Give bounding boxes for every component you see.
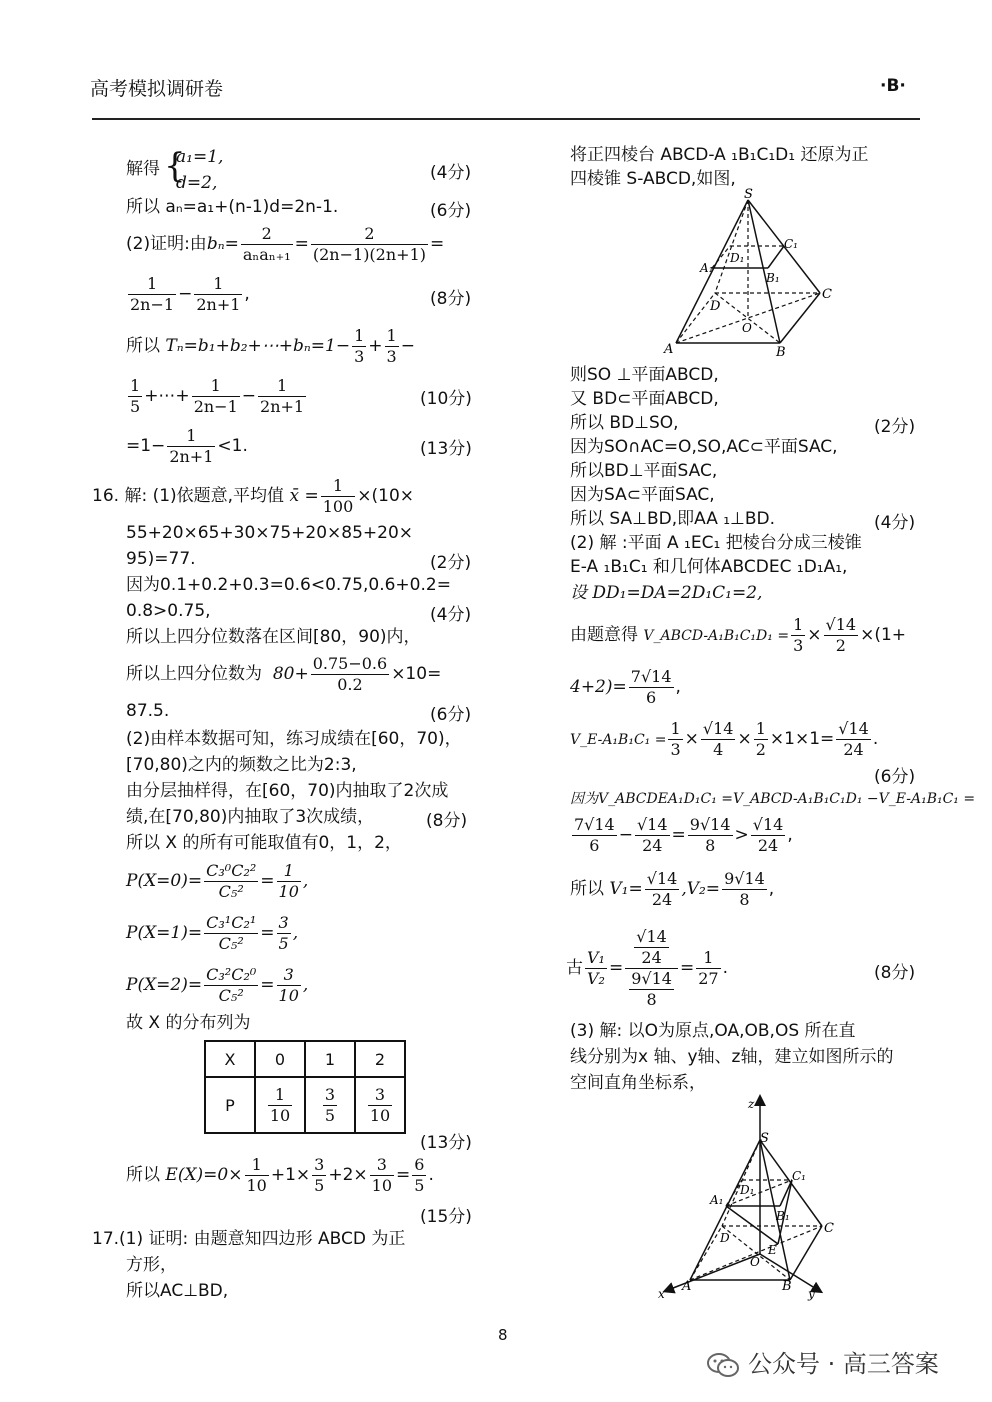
- math: 80+: [272, 664, 309, 684]
- den: 3: [670, 739, 681, 759]
- label-y: y: [808, 1287, 815, 1301]
- num: 3: [278, 913, 289, 932]
- fraction: [629, 667, 674, 708]
- den: 6: [646, 687, 657, 707]
- den: C₅²: [218, 934, 244, 953]
- line-bn: (2)证明:由bₙ= $\frac{2}{\text{aₙaₙ₊₁}}$ = $\frac{2}{(2n-1)(2n+1)}$ =: [126, 223, 445, 264]
- line-tn-3: [126, 424, 248, 468]
- fraction: [572, 815, 617, 856]
- r-line-4: 又 BD⊂平面ABCD,: [570, 389, 719, 409]
- r-line-2: 四棱锥 S-ABCD,如图,: [570, 169, 736, 189]
- prob-x0: P(X=0)= $\frac{\text{C₃⁰C₂²}}{\text{C₅²}}$ = $\frac{1}{10}$ ,: [126, 861, 309, 901]
- label-O: O: [750, 1255, 760, 1269]
- score: (2分): [874, 417, 916, 437]
- num: 1: [268, 1085, 292, 1106]
- num: 3: [370, 1155, 394, 1176]
- num: 0.75−0.6: [312, 653, 388, 673]
- math: 4+2)=: [570, 677, 627, 697]
- score: (6分): [874, 767, 916, 787]
- line-bn-split: $\frac{1}{2n-1}$ − $\frac{1}{2n+1}$ ,: [130, 273, 250, 314]
- fraction: [722, 869, 767, 910]
- score: (8分): [426, 811, 468, 831]
- den: 5: [130, 396, 141, 416]
- math: ,: [768, 879, 775, 899]
- math: ,V₂=: [681, 879, 721, 899]
- system-brace: {: [164, 146, 186, 186]
- fraction: [311, 654, 389, 695]
- volume-line-3: [570, 716, 878, 763]
- num: 2: [241, 224, 293, 245]
- math: −: [618, 825, 633, 845]
- den: 2n−1: [193, 396, 238, 416]
- math: =: [260, 975, 275, 995]
- label-C1: C₁: [792, 1169, 806, 1183]
- fraction: [754, 719, 768, 760]
- table-header-cell: 1: [305, 1041, 355, 1077]
- num: 9√14: [631, 968, 672, 988]
- math: bₙ=: [206, 234, 239, 254]
- num: 1: [258, 376, 306, 397]
- den: 24: [641, 947, 662, 967]
- label-C1: C₁: [784, 237, 798, 251]
- den: 2n−1: [130, 294, 175, 314]
- q16-line-12: 绩,在[70,80)内抽取了3次成绩，: [126, 807, 375, 827]
- den: (2n−1)(2n+1): [312, 244, 426, 264]
- num: C₃¹C₂¹: [206, 913, 257, 932]
- label-A: A: [664, 342, 674, 357]
- math: V_ABCD-A₁B₁C₁D₁ =: [643, 628, 790, 644]
- fraction: [321, 476, 356, 517]
- fraction: [688, 815, 733, 856]
- watermark: [706, 1344, 939, 1379]
- math: =: [671, 825, 686, 845]
- fraction: [412, 1155, 426, 1196]
- den: 8: [646, 989, 657, 1009]
- den: 27: [698, 968, 719, 988]
- math: ×1×1=: [769, 729, 835, 749]
- label-B: B: [776, 345, 786, 360]
- num: 1: [245, 1155, 269, 1176]
- num: 1: [128, 274, 176, 295]
- label-S: S: [744, 188, 753, 202]
- text: 由题意得: [570, 625, 638, 645]
- num: 7√14: [630, 666, 672, 686]
- num: 1: [793, 614, 804, 634]
- volume-line-2: [570, 664, 681, 710]
- label-z: z: [748, 1097, 755, 1111]
- r-line-21: 线分别为x 轴、y轴、z轴，建立如图所示的: [570, 1047, 894, 1067]
- q16-line-4: 因为0.1+0.2+0.3=0.6<0.75,0.6+0.2=: [126, 575, 451, 595]
- q16-line-9: (2)由样本数据可知，练习成绩在[60，70)，: [126, 729, 462, 749]
- num: √14: [636, 926, 667, 946]
- den: 5: [278, 934, 289, 953]
- score: (4分): [874, 513, 916, 533]
- fraction: [258, 376, 306, 417]
- frustum-pyramid-figure: [660, 188, 840, 360]
- fraction: [668, 719, 682, 760]
- text: 所以上四分位数为: [126, 664, 262, 684]
- prob-x2: P(X=2)= $\frac{\text{C₃²C₂⁰}}{\text{C₅²}}$ = $\frac{3}{10}$ ,: [126, 965, 309, 1005]
- math: ×(10×: [357, 486, 415, 506]
- prob-x1: P(X=1)= $\frac{\text{C₃¹C₂¹}}{\text{C₅²}}$ = $\frac{3}{5}$ ,: [126, 913, 299, 953]
- den: 10: [246, 1175, 267, 1195]
- math: x̄ =: [289, 486, 319, 506]
- num: 7√14: [574, 814, 615, 834]
- den: 5: [324, 1105, 336, 1125]
- text: 所以: [570, 879, 604, 899]
- fraction: [791, 615, 805, 656]
- fraction: [277, 861, 301, 902]
- den: 10: [371, 1175, 393, 1195]
- math: ×: [684, 729, 699, 749]
- label-A1: A₁: [710, 1193, 724, 1207]
- score: (4分): [430, 605, 472, 625]
- den: 10: [269, 1105, 291, 1125]
- r-line-3: 则SO ⊥平面ABCD,: [570, 365, 719, 385]
- r-line-1: 将正四棱台 ABCD-A ₁B₁C₁D₁ 还原为正: [570, 145, 869, 165]
- compound-fraction: [625, 927, 678, 1010]
- den: 24: [642, 835, 663, 855]
- volume-line-6: [570, 866, 774, 912]
- q16-line-13: 所以 X 的所有可能取值有0，1，2，: [126, 833, 402, 853]
- math: E(X)=0×: [165, 1165, 243, 1185]
- fraction: [204, 861, 258, 902]
- distribution-table: [204, 1040, 406, 1134]
- math: +1×: [270, 1165, 311, 1185]
- den: 8: [739, 889, 750, 909]
- den: 10: [278, 882, 299, 901]
- den: 8: [705, 835, 716, 855]
- q16-line-11: 由分层抽样得，在[60，70)内抽取了2次成: [126, 781, 449, 801]
- den: aₙaₙ₊₁: [242, 244, 291, 264]
- table-cell: P: [205, 1077, 255, 1133]
- r-line-8: 因为SA⊂平面SAC,: [570, 485, 715, 505]
- num: C₃²C₂⁰: [206, 965, 257, 984]
- score: (6分): [430, 705, 472, 725]
- solve-label: 解得: [126, 159, 160, 179]
- edge-AD: [690, 1226, 722, 1280]
- q16-line-1: [92, 474, 414, 518]
- text: 所以: [126, 1165, 160, 1185]
- system-eq-2: d=2,: [176, 173, 218, 193]
- math: .: [428, 1165, 434, 1185]
- score: (6分): [430, 201, 472, 221]
- fraction: [645, 869, 680, 910]
- fraction: [204, 913, 258, 954]
- edge-BC: [790, 1226, 822, 1280]
- plane-A1E: [726, 1206, 778, 1244]
- label-E: E: [768, 1243, 777, 1257]
- fraction: [385, 326, 399, 367]
- num: 1: [354, 325, 365, 345]
- den: 24: [843, 739, 864, 759]
- q17-line-1: 17.(1) 证明: 由题意知四边形 ABCD 为正: [92, 1229, 406, 1249]
- math: ×: [737, 729, 752, 749]
- den: 2n+1: [169, 446, 214, 466]
- num: √14: [646, 868, 678, 888]
- fraction: [368, 1085, 392, 1126]
- label-D: D: [710, 299, 721, 314]
- num: 6: [414, 1154, 425, 1174]
- num: 1: [696, 948, 720, 969]
- num: √14: [838, 718, 869, 738]
- fraction: [696, 948, 720, 989]
- fraction: [245, 1155, 269, 1196]
- volume-line-5: [570, 812, 793, 858]
- r-line-20: (3) 解: 以O为原点,OA,OB,OS 所在直: [570, 1021, 856, 1041]
- math: P(X=0)=: [126, 871, 203, 891]
- q16-line-10: [70,80)之内的频数之比为2:3,: [126, 755, 357, 775]
- q17-line-2: 方形，: [126, 1255, 177, 1275]
- r-line-6: 因为SO∩AC=O,SO,AC⊂平面SAC,: [570, 437, 838, 457]
- score: (8分): [874, 963, 916, 983]
- label-O: O: [742, 321, 752, 335]
- num: 1: [167, 426, 215, 447]
- text: (2)证明:由: [126, 234, 207, 254]
- math: +⋯+: [144, 386, 190, 406]
- fraction: [629, 969, 674, 1010]
- line-an: 所以 aₙ=a₁+(n-1)d=2n-1.: [126, 197, 339, 217]
- r-line-11: E-A ₁B₁C₁ 和几何体ABCDEC ₁D₁A₁,: [570, 557, 848, 577]
- num: [625, 927, 678, 969]
- text: 古: [566, 958, 583, 978]
- num: 3: [314, 1154, 325, 1174]
- r-line-10: (2) 解 :平面 A ₁EC₁ 把棱台分成三棱锥: [570, 533, 862, 553]
- score: (8分): [430, 289, 472, 309]
- num: C₃⁰C₂²: [206, 861, 257, 880]
- watermark-text: 公众号 · 高三答案: [748, 1350, 939, 1378]
- system-eq-1: a₁=1,: [176, 147, 224, 167]
- label-B1: B₁: [776, 1209, 790, 1223]
- den: 3: [354, 346, 365, 366]
- math: .: [722, 958, 728, 978]
- den: 2n+1: [260, 396, 305, 416]
- label-x: x: [658, 1287, 665, 1301]
- num: 1: [321, 476, 356, 497]
- math: <1.: [217, 436, 248, 456]
- num: 9√14: [724, 868, 765, 888]
- fraction: [192, 376, 240, 417]
- r-line-5: 所以 BD⊥SO,: [570, 413, 679, 433]
- fraction: [323, 1085, 337, 1126]
- label-D: D: [720, 1231, 730, 1245]
- edge-B1C1: [780, 1180, 792, 1206]
- wechat-icon: [706, 1352, 740, 1378]
- math: ×(1+: [860, 625, 907, 645]
- fraction: [311, 224, 428, 265]
- fraction: [751, 815, 786, 856]
- fraction: [634, 927, 669, 968]
- math: +2×: [328, 1165, 368, 1185]
- r-line-12: 设 DD₁=DA=2D₁C₁=2,: [570, 583, 763, 603]
- math: P(X=2)=: [126, 975, 203, 995]
- fraction: [635, 815, 670, 856]
- fraction: [204, 965, 258, 1006]
- q17-line-3: 所以AC⊥BD,: [126, 1281, 229, 1301]
- table-row: [205, 1041, 405, 1077]
- label-S: S: [760, 1131, 769, 1146]
- math: ,: [787, 825, 793, 845]
- den: 0.2: [337, 674, 363, 694]
- num: 3: [324, 1084, 336, 1104]
- table-cell: [255, 1077, 305, 1133]
- dist-intro: 故 X 的分布列为: [126, 1013, 251, 1033]
- fraction: [241, 224, 293, 265]
- q16-line-3: 95)=77.: [126, 549, 196, 569]
- volume-line-1: [570, 612, 906, 659]
- num: 1: [130, 375, 141, 395]
- table-header-cell: 0: [255, 1041, 305, 1077]
- den: 5: [314, 1175, 325, 1195]
- den: 5: [414, 1175, 425, 1195]
- den: 24: [651, 889, 673, 909]
- label-B: B: [782, 1279, 792, 1294]
- score: (2分): [430, 553, 472, 573]
- edge-B1C1: [768, 246, 784, 268]
- r-line-7: 所以BD⊥平面SAC,: [570, 461, 718, 481]
- num: 1: [192, 376, 240, 397]
- den: 10: [278, 986, 299, 1005]
- table-row: [205, 1077, 405, 1133]
- volume-ratio-line: [566, 918, 728, 1018]
- edge-BC: [780, 293, 820, 343]
- fraction: [268, 1085, 292, 1126]
- math: V_E-A₁B₁C₁ =: [570, 732, 667, 748]
- num: √14: [752, 814, 784, 834]
- den: C₅²: [218, 882, 244, 901]
- den: 4: [713, 739, 724, 759]
- fraction: [128, 376, 142, 417]
- table-header-cell: X: [205, 1041, 255, 1077]
- den: V₂: [587, 968, 605, 988]
- num: 3: [277, 965, 301, 986]
- table-header-cell: 2: [355, 1041, 405, 1077]
- label-A1: A₁: [700, 261, 714, 275]
- fraction: [277, 965, 301, 1006]
- label-A: A: [682, 1279, 692, 1294]
- q16-line-6: 所以上四分位数落在区间[80，90)内，: [126, 627, 421, 647]
- table-cell: [305, 1077, 355, 1133]
- den: 100: [322, 496, 354, 516]
- fraction: [370, 1155, 394, 1196]
- fraction: [701, 719, 736, 760]
- r-line-22: 空间直角坐标系，: [570, 1073, 706, 1093]
- den: 6: [589, 835, 600, 855]
- label-B1: B₁: [766, 271, 780, 285]
- math: .: [872, 729, 879, 749]
- r-line-9: 所以 SA⊥BD,即AA ₁⊥BD.: [570, 509, 776, 529]
- den: 3: [386, 346, 397, 366]
- num: 3: [368, 1085, 392, 1106]
- math: ×10=: [391, 664, 442, 684]
- fraction: [824, 615, 859, 656]
- expectation-line: [126, 1152, 434, 1198]
- table-cell: [355, 1077, 405, 1133]
- num: 1: [670, 718, 681, 738]
- line-tn: 所以 Tₙ=b₁+b₂+⋯+bₙ=1− $\frac{1}{3}$ + $\frac{1}{3}$ −: [126, 325, 415, 366]
- text: 所以: [126, 336, 160, 356]
- den: [625, 969, 678, 1010]
- fraction: [352, 326, 366, 367]
- math: Tₙ=b₁+b₂+⋯+bₙ=1−: [165, 336, 351, 356]
- num: √14: [636, 814, 668, 834]
- num: V₁: [587, 947, 605, 967]
- fraction: [277, 913, 291, 954]
- score: (15分): [420, 1207, 472, 1227]
- math: =: [608, 958, 624, 978]
- den: 2: [755, 739, 766, 759]
- math: P(X=1)=: [126, 923, 203, 943]
- den: 2: [835, 635, 846, 655]
- num: 1: [386, 325, 397, 345]
- label-C: C: [822, 287, 832, 302]
- math: =: [396, 1165, 411, 1185]
- fraction: [167, 426, 215, 467]
- header-rule: [92, 118, 920, 120]
- num: √14: [825, 614, 857, 634]
- math: =1−: [126, 436, 166, 456]
- den: 3: [793, 635, 804, 655]
- q16-line-5: 0.8>0.75,: [126, 601, 211, 621]
- line-tn-2: $\frac{1}{5}$ +⋯+ $\frac{1}{2n-1}$ − $\frac{1}{2n+1}$: [130, 375, 305, 416]
- fraction: [585, 948, 607, 989]
- math: >: [734, 825, 749, 845]
- math: =: [260, 871, 275, 891]
- score: (13分): [420, 1133, 472, 1153]
- math: V₁=: [609, 879, 643, 899]
- page-number: 8: [498, 1326, 508, 1344]
- label-C: C: [824, 1221, 834, 1236]
- label-D1: D₁: [730, 251, 745, 265]
- q16-line-7: [126, 652, 441, 696]
- fraction: [194, 274, 242, 315]
- text: 16. 解: (1)依题意,平均值: [92, 486, 285, 506]
- math: =: [679, 958, 695, 978]
- math: ,: [675, 677, 681, 697]
- header-code: ·B·: [880, 76, 906, 96]
- num: 1: [277, 861, 301, 882]
- math: =: [260, 923, 275, 943]
- den: 24: [757, 835, 779, 855]
- volume-line-4: 因为V_ABCDEA₁D₁C₁ =V_ABCD-A₁B₁C₁D₁ −V_E-A₁B₁C₁ =: [570, 791, 976, 807]
- header-title: 高考模拟调研卷: [90, 78, 224, 100]
- den: 10: [369, 1105, 391, 1125]
- fraction: [128, 274, 176, 315]
- num: 1: [755, 718, 766, 738]
- score: (4分): [430, 163, 472, 183]
- label-D1: D₁: [740, 1183, 755, 1197]
- math: ×: [807, 625, 822, 645]
- num: 1: [194, 274, 242, 295]
- fraction: [312, 1155, 326, 1196]
- q16-line-2: 55+20×65+30×75+20×85+20×: [126, 523, 414, 543]
- num: 9√14: [689, 814, 731, 834]
- coordinate-figure: [650, 1094, 850, 1304]
- q16-line-8: 87.5.: [126, 701, 170, 721]
- fraction: [836, 719, 871, 760]
- num: 2: [311, 224, 428, 245]
- score: (10分): [420, 389, 472, 409]
- den: 2n+1: [196, 294, 241, 314]
- num: √14: [702, 718, 734, 738]
- den: C₅²: [218, 986, 244, 1005]
- score: (13分): [420, 439, 472, 459]
